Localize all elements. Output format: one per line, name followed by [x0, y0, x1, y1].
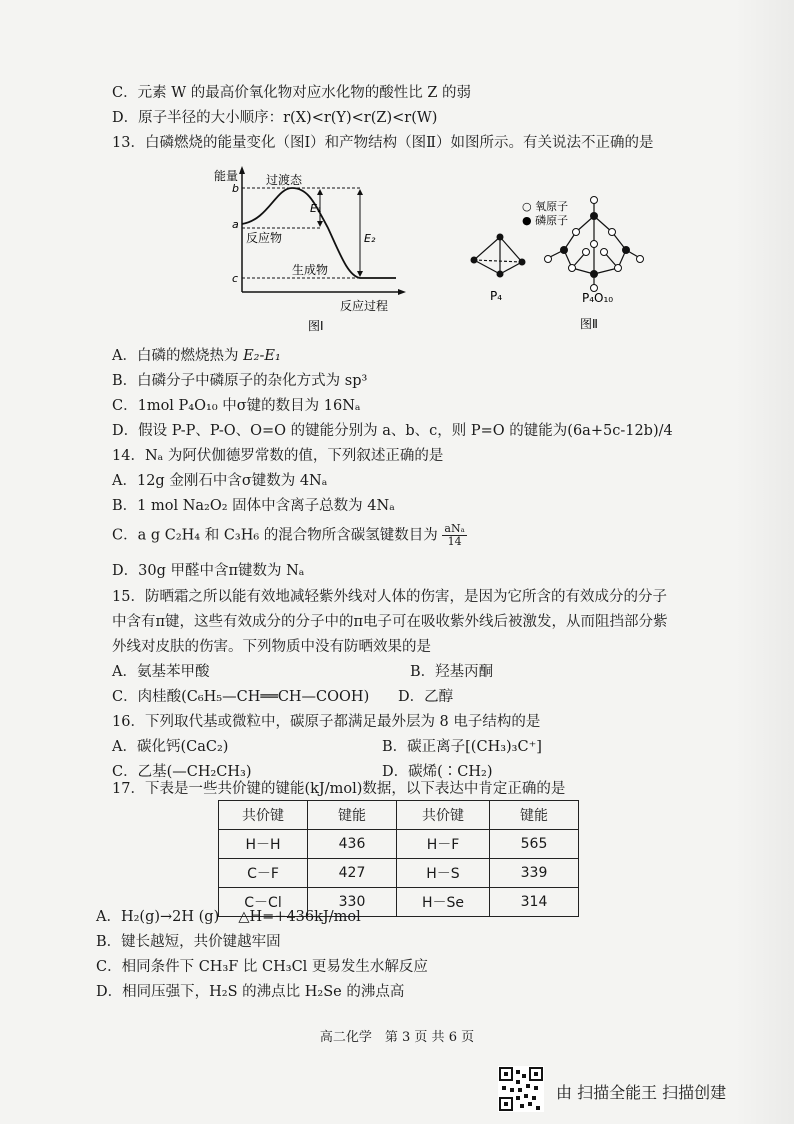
q14-option-d: D．30g 甲醛中含π键数为 Nₐ [112, 563, 305, 579]
reactant-label: 反应物 [246, 231, 283, 245]
q17-option-a: A．H₂(g)→2H (g) △H=+436kJ/mol [96, 909, 361, 925]
qr-code-icon [498, 1066, 544, 1112]
page-footer: 高二化学 第 3 页 共 6 页 [319, 1030, 475, 1045]
level-b-label: b [232, 182, 239, 195]
q15-stem-line-1: 15．防晒霜之所以能有效地减轻紫外线对人体的伤害，是因为它所含的有效成分的分子 [112, 589, 667, 605]
oxygen-legend: ○ 氧原子 [522, 200, 569, 213]
table-cell: 436 [308, 830, 397, 859]
p4-label: P₄ [490, 289, 503, 303]
p4o10-label: P₄O₁₀ [582, 291, 614, 305]
phosphorus-legend: ● 磷原子 [522, 214, 569, 227]
transition-state-label: 过渡态 [266, 173, 303, 187]
y-axis-label: 能量 [214, 169, 239, 183]
fraction-numerator: aNₐ [444, 522, 465, 535]
q13-option-d: D．假设 P-P、P-O、O=O 的键能分别为 a、b、c，则 P=O 的键能为(6a+5c-12b)/4 [112, 423, 673, 439]
q16-option-b: B．碳正离子[(CH₃)₃C⁺] [382, 739, 542, 755]
q15-option-c: C．肉桂酸(C₆H₅—CH══CH—COOH) [112, 689, 370, 705]
scan-shadow [734, 0, 794, 1124]
q15-stem-line-2: 中含有π键，这些有效成分的分子中的π电子可在吸收紫外线后被激发，从而阻挡部分紫 [112, 614, 668, 630]
q16-option-c: C．乙基(—CH₂CH₃) [112, 764, 252, 780]
level-c-label: c [232, 272, 239, 285]
product-label: 生成物 [292, 263, 329, 277]
q13-option-a-text: A．白磷的燃烧热为 [112, 348, 244, 364]
q16-option-a: A．碳化钙(CaC₂) [112, 739, 229, 755]
table-cell: 339 [490, 859, 579, 888]
q14-stem: 14．Nₐ 为阿伏伽德罗常数的值，下列叙述正确的是 [112, 448, 444, 464]
scanner-watermark: 由 扫描全能王 扫描创建 [556, 1083, 727, 1102]
table-header-cell: 共价键 [219, 801, 308, 830]
q14-option-c-text: C．a g C₂H₄ 和 C₃H₆ 的混合物所含碳氢键数目为 [112, 527, 438, 544]
e2-label: E₂ [364, 232, 376, 245]
table-header-row [219, 801, 579, 830]
q13-option-b: B．白磷分子中磷原子的杂化方式为 sp³ [112, 373, 368, 389]
level-a-label: a [232, 218, 239, 231]
q14-option-c [112, 523, 467, 548]
q13-option-a [112, 347, 281, 365]
bond-energy-table [218, 800, 579, 917]
table-header-cell: 键能 [308, 801, 397, 830]
q15-option-b: B．羟基丙酮 [410, 664, 494, 680]
q14-option-a: A．12g 金刚石中含σ键数为 4Nₐ [112, 473, 328, 489]
figure-2-caption: 图Ⅱ [580, 317, 598, 331]
table-cell: 427 [308, 859, 397, 888]
q16-option-d: D．碳烯(∶CH₂) [382, 764, 493, 780]
q15-stem-line-3: 外线对皮肤的伤害。下列物质中没有防晒效果的是 [112, 639, 431, 655]
fraction-denominator: 14 [447, 535, 462, 548]
table-cell: 565 [490, 830, 579, 859]
q16-stem: 16．下列取代基或微粒中，碳原子都满足最外层为 8 电子结构的是 [112, 714, 541, 730]
molecular-structure-figure [460, 182, 670, 337]
energy-diagram-figure [210, 162, 410, 337]
table-cell: H－S [397, 859, 490, 888]
q12-option-c: C．元素 W 的最高价氧化物对应水化物的酸性比 Z 的弱 [112, 85, 472, 101]
q17-stem: 17．下表是一些共价键的键能(kJ/mol)数据，以下表达中肯定正确的是 [112, 781, 566, 797]
table-cell: C－F [219, 859, 308, 888]
q13-option-c: C．1mol P₄O₁₀ 中σ键的数目为 16Nₐ [112, 398, 361, 414]
table-row [219, 859, 579, 888]
table-cell: H－H [219, 830, 308, 859]
table-header-cell: 共价键 [397, 801, 490, 830]
table-cell: 330 [308, 888, 397, 917]
q14-option-c-fraction [442, 523, 466, 548]
x-axis-label: 反应过程 [340, 299, 389, 313]
q15-option-a: A．氨基苯甲酸 [112, 664, 210, 680]
q17-option-d: D．相同压强下，H₂S 的沸点比 H₂Se 的沸点高 [96, 984, 405, 1000]
q14-option-b: B．1 mol Na₂O₂ 固体中含离子总数为 4Nₐ [112, 498, 395, 514]
p4-molecule [474, 237, 522, 274]
e1-label: E₁ [310, 202, 322, 215]
q15-option-d: D．乙醇 [398, 689, 454, 705]
table-header-cell: 键能 [490, 801, 579, 830]
figure-1-caption: 图Ⅰ [308, 319, 324, 333]
q13-option-a-formula: E₂-E₁ [243, 348, 281, 364]
q13-stem: 13．白磷燃烧的能量变化（图Ⅰ）和产物结构（图Ⅱ）如图所示。有关说法不正确的是 [112, 135, 654, 151]
table-cell: H－F [397, 830, 490, 859]
table-cell: C－Cl [219, 888, 308, 917]
table-row [219, 830, 579, 859]
table-cell: H－Se [397, 888, 490, 917]
table-cell: 314 [490, 888, 579, 917]
q17-option-b: B．键长越短，共价键越牢固 [96, 934, 281, 950]
q17-option-c: C．相同条件下 CH₃F 比 CH₃Cl 更易发生水解反应 [96, 959, 428, 975]
q12-option-d: D．原子半径的大小顺序：r(X)<r(Y)<r(Z)<r(W) [112, 110, 438, 126]
